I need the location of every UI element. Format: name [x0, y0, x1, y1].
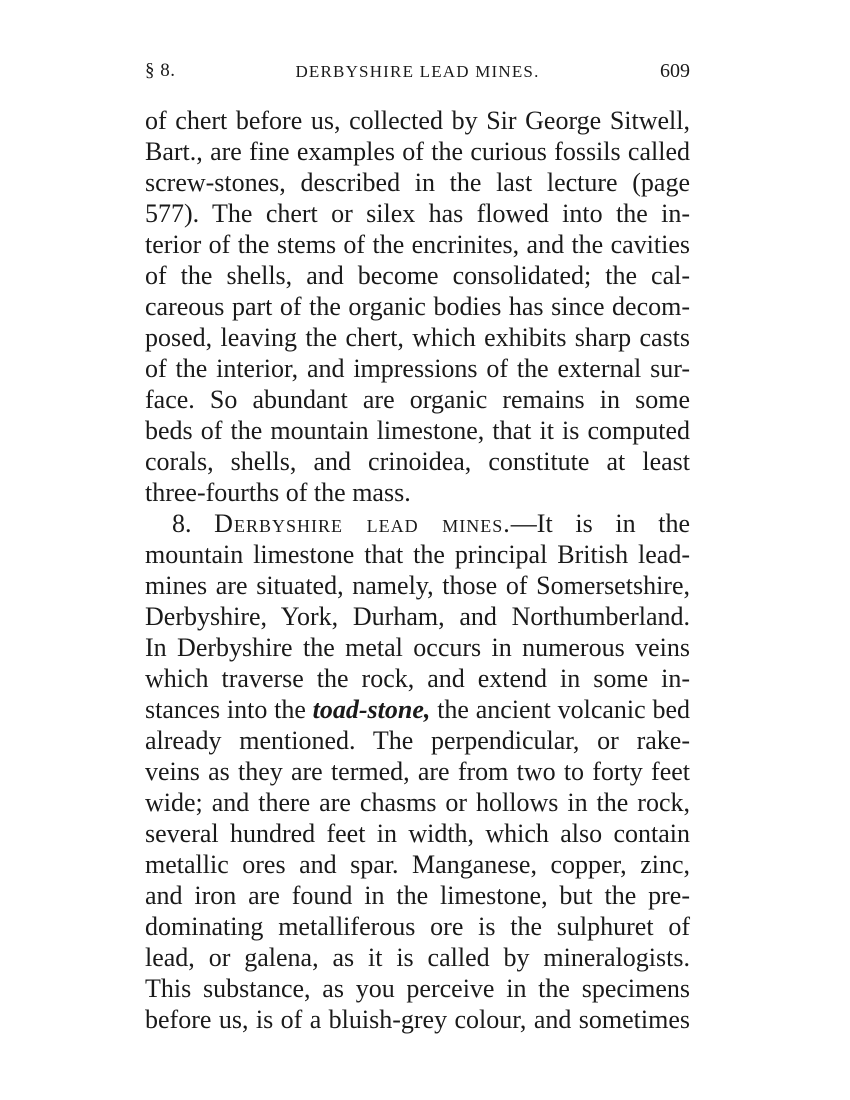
section-heading: Derbyshire lead mines.	[214, 509, 511, 538]
paragraph-lead-mines	[145, 508, 690, 1035]
heading-continuation: —It is in the	[510, 509, 691, 538]
text-line: 577). The chert or silex has flowed into the in-	[145, 199, 690, 228]
text-line: careous part of the organic bodies has since decom-	[145, 292, 690, 321]
section-marker: § 8.	[145, 60, 176, 81]
text-line: screw-stones, described in the last lecture (page	[145, 168, 690, 197]
text-fragment: the ancient volcanic bed	[437, 695, 691, 724]
text-line: beds of the mountain limestone, that it is computed	[145, 416, 690, 445]
italic-term: toad-stone,	[312, 695, 431, 724]
text-line: of chert before us, collected by Sir George Sitwell,	[145, 106, 690, 135]
text-line: before us, is of a bluish-grey colour, and sometimes	[145, 1005, 690, 1034]
text-line: of the shells, and become consolidated; the cal-	[145, 261, 690, 290]
text-line: corals, shells, and crinoidea, constitute at least	[145, 447, 690, 476]
text-line: Derbyshire, York, Durham, and Northumberland.	[145, 602, 690, 631]
text-line: wide; and there are chasms or hollows in the rock,	[145, 788, 690, 817]
running-title: DERBYSHIRE LEAD MINES.	[295, 62, 540, 81]
text-line: several hundred feet in width, which also contain	[145, 819, 690, 848]
text-line: metallic ores and spar. Manganese, copper, zinc,	[145, 850, 690, 879]
page-number: 609	[660, 60, 690, 82]
paragraph-fossils	[145, 105, 690, 508]
text-line: mines are situated, namely, those of Somersetshire,	[145, 571, 690, 600]
text-line: three-fourths of the mass.	[145, 478, 411, 507]
text-line: In Derbyshire the metal occurs in numerous veins	[145, 633, 690, 662]
text-line: Bart., are fine examples of the curious fossils called	[145, 137, 690, 166]
text-line: This substance, as you perceive in the specimens	[145, 974, 690, 1003]
toad-stone-line	[145, 694, 690, 725]
text-line: of the interior, and impressions of the external sur-	[145, 354, 690, 383]
text-line: dominating metalliferous ore is the sulphuret of	[145, 912, 690, 941]
text-line: veins as they are termed, are from two to forty feet	[145, 757, 690, 786]
section-number: 8.	[172, 509, 192, 538]
text-line: face. So abundant are organic remains in some	[145, 385, 690, 414]
text-line: lead, or galena, as it is called by mineralogists.	[145, 943, 690, 972]
text-line: which traverse the rock, and extend in some in-	[145, 664, 690, 693]
text-line: mountain limestone that the principal British lead-	[145, 540, 690, 569]
running-header	[145, 60, 690, 88]
text-line: posed, leaving the chert, which exhibits sharp casts	[145, 323, 690, 352]
text-line: terior of the stems of the encrinites, and the cavities	[145, 230, 690, 259]
text-fragment: stances into the	[145, 695, 306, 724]
section-heading-line	[145, 508, 690, 539]
text-line: and iron are found in the limestone, but the pre-	[145, 881, 690, 910]
text-line: already mentioned. The perpendicular, or rake-	[145, 726, 690, 755]
page-body	[145, 105, 690, 1035]
